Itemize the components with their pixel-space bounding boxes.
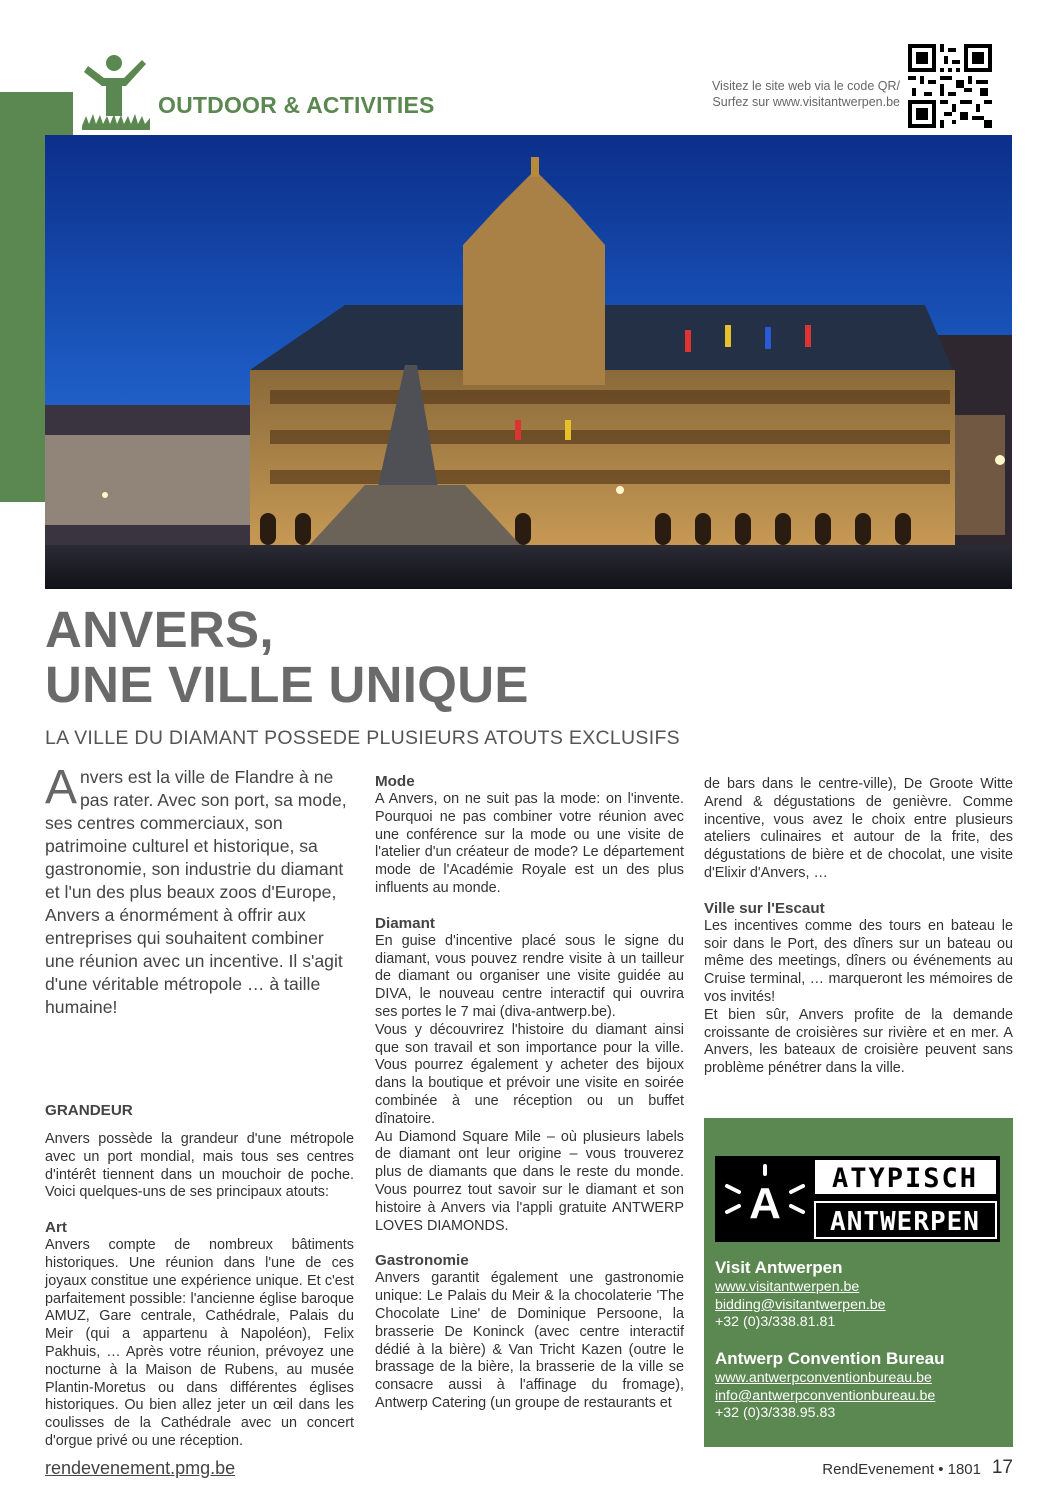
- person-arms-raised-icon: [80, 54, 152, 130]
- intro-paragraph: [45, 761, 354, 1019]
- heading-escaut: Ville sur l'Escaut: [704, 899, 825, 917]
- article-title-line1: ANVERS,: [45, 601, 274, 658]
- atypisch-antwerpen-logo: [715, 1156, 1000, 1242]
- column-1: [45, 761, 354, 1451]
- column-3: [704, 776, 1013, 1078]
- logo-letter: A: [749, 1179, 781, 1228]
- gastronomie-text-a: Anvers garantit également une gastronomie unique: Le Palais du Meir & la chocolaterie 'The Chocolate Line' de Dominique Persoone, la brasserie De Koninck (avec centre interactif dédié à la bière) & Van Tricht Kazen (outre le brassage de la bière, la brasserie de la ville se consacre aussi à l'affinage du fromage), Antwerp Catering (un groupe de restaurants et: [375, 1270, 684, 1411]
- logo-word-1: ATYPISCH: [831, 1163, 979, 1194]
- footer-magazine-issue: RendEvenement • 1801: [822, 1461, 981, 1478]
- section-title: OUTDOOR & ACTIVITIES: [158, 92, 435, 118]
- qr-note-line1: Visitez le site web via le code QR/: [711, 79, 900, 93]
- qr-code-icon[interactable]: [908, 44, 992, 128]
- article-title: [45, 602, 529, 712]
- gastronomie-text-b: de bars dans le centre-ville), De Groote Witte Arend & dégustations de genièvre. Comme incentive, vous avez le choix entre plusieurs ateliers culinaires et autour de la frite, des dégustations de bière et de chocolat, une visite d'Elixir d'Anvers, …: [704, 776, 1013, 881]
- page-number: 17: [991, 1457, 1013, 1478]
- heading-art: Art: [45, 1219, 67, 1237]
- escaut-text-1: Les incentives comme des tours en bateau le soir dans le Port, des dîners sur un bateau ou même des meetings, dîners ou événements au Cruise terminal, … marqueront les mémoires de vos invités!: [704, 917, 1013, 1005]
- footer-website-link[interactable]: rendevenement.pmg.be: [45, 1458, 236, 1478]
- art-text: Anvers compte de nombreux bâtiments historiques. Une réunion dans l'une de ces joyaux constitue une expérience unique. Et c'est parfaitement possible: l'ancienne église baroque AMUZ, Gare centrale, Cathédrale, Palais du Meir (qui a appartenu à Napoléon), Felix Pakhuis, … Après votre réunion, prévoyez une nocturne à la Maison de Rubens, au musée Plantin-Moretus ou dans différentes églises historiques. Ou bien allez jeter un œil dans les coulisses de la Cathédrale avec un concert d'orgue privé ou une réception.: [45, 1237, 354, 1449]
- org2-web-link[interactable]: www.antwerpconventionbureau.be: [715, 1370, 932, 1386]
- org1-name: Visit Antwerpen: [715, 1258, 843, 1277]
- org1-phone: +32 (0)3/338.81.81: [715, 1314, 836, 1330]
- org1-web-link[interactable]: www.visitantwerpen.be: [715, 1279, 860, 1295]
- grandeur-text: Anvers possède la grandeur d'une métropole avec un port mondial, mais tous ses centres d'intérêt tiennent dans un mouchoir de poche. Voici quelques-uns de ses principaux atouts:: [45, 1131, 354, 1201]
- drop-cap: A: [45, 761, 78, 814]
- heading-mode: Mode: [375, 773, 415, 790]
- qr-note: [712, 78, 900, 110]
- org2-email-link[interactable]: info@antwerpconventionbureau.be: [715, 1388, 936, 1404]
- escaut-text-2: Et bien sûr, Anvers profite de la demande croissante de croisières sur rivière et en mer. A Anvers, les bateaux de croisière peuvent sans problème pénétrer dans la ville.: [704, 1006, 1013, 1077]
- diamant-text-3: Au Diamond Square Mile – où plusieurs labels de diamant ont leur origine – vous trouverez plus de diamants que dans le reste du monde. Vous pourrez tout savoir sur le diamant et son histoire à Anvers via l'appli gratuite ANTWERP LOVES DIAMONDS.: [375, 1128, 684, 1234]
- heading-gastronomie: Gastronomie: [375, 1252, 469, 1270]
- heading-diamant: Diamant: [375, 914, 435, 932]
- qr-note-line2: Surfez sur www.visitantwerpen.be: [712, 95, 900, 109]
- org2-phone: +32 (0)3/338.95.83: [715, 1405, 836, 1421]
- column-2: [375, 773, 684, 1413]
- org2-name: Antwerp Convention Bureau: [715, 1349, 945, 1368]
- diamant-text-2: Vous y découvrirez l'histoire du diamant ainsi que son travail et son importance pour la ville. Vous pourrez également y acheter des bijoux dans la boutique et prévoir une visite en soirée combinée à une réception ou un buffet dînatoire.: [375, 1021, 684, 1127]
- antwerp-city-hall-photo: [45, 135, 1012, 589]
- intro-text: nvers est la ville de Flandre à ne pas rater. Avec son port, sa mode, ses centres commerciaux, son patrimoine culturel et historique, sa gastronomie, son industrie du diamant et l'un des plus beaux zoos d'Europe, Anvers a énormément à offrir aux entreprises qui souhaitent combiner une réunion avec un incentive. Il s'agit d'une véritable métropole … à taille humaine!: [45, 767, 347, 1017]
- article-subtitle: LA VILLE DU DIAMANT POSSEDE PLUSIEURS ATOUTS EXCLUSIFS: [45, 727, 680, 749]
- article-title-line2: UNE VILLE UNIQUE: [45, 656, 529, 713]
- logo-word-2: ANTWERPEN: [830, 1207, 980, 1237]
- contact-box: [704, 1118, 1013, 1447]
- mode-text: A Anvers, on ne suit pas la mode: on l'invente. Pourquoi ne pas combiner votre réunion avec une conférence sur la mode ou une visite de l'atelier d'un créateur de mode? Le département mode de l'Académie Royale est un des plus influents au monde.: [375, 791, 684, 896]
- org1-email-link[interactable]: bidding@visitantwerpen.be: [715, 1297, 886, 1313]
- heading-grandeur: GRANDEUR: [45, 1102, 133, 1119]
- diamant-text-1: En guise d'incentive placé sous le signe du diamant, vous pouvez rendre visite à un tailleur de diamant ou organiser une visite guidée au DIVA, le nouveau centre interactif qui ouvrira ses portes le 7 mai (diva-antwerp.be).: [375, 932, 684, 1020]
